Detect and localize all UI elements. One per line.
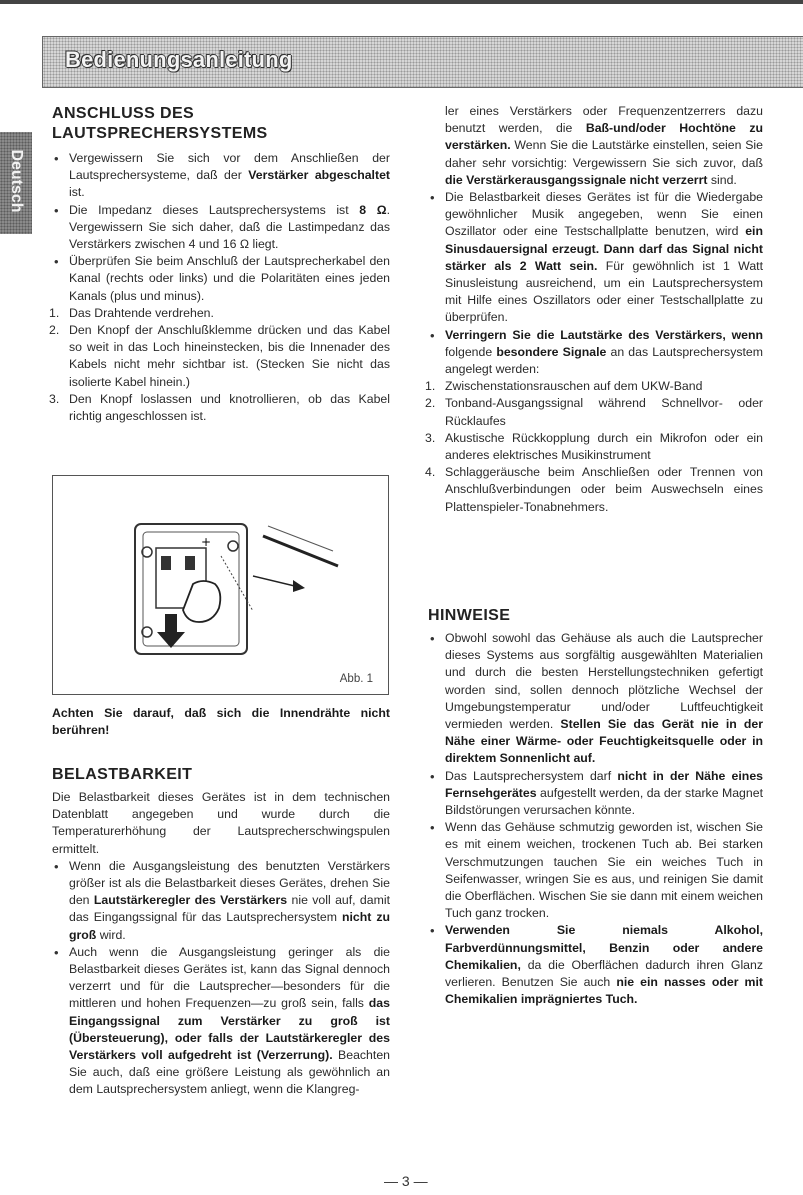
list-item: • Verwenden Sie niemals Alkohol, Farbverdünnungsmittel, Benzin oder andere Chemikalien, da die Oberflächen dadurch ihren Glanz verlieren. Benutzen Sie auch nie ein nasses oder mit Chemikalien imprägniertes Tuch.	[428, 922, 763, 1008]
language-tab	[0, 132, 32, 234]
list-item: 3. Den Knopf loslassen und knotrollieren, ob das Kabel richtig angeschlossen ist.	[49, 391, 390, 424]
section-heading-hinweise: HINWEISE	[428, 607, 511, 624]
language-tab-label: Deutsch	[8, 149, 25, 213]
intro-paragraph: Die Belastbarkeit dieses Gerätes ist in dem technischen Datenblatt angegeben und wurde durch die Temperaturerhöhung der Lautsprecherschwingspulen ermittelt.	[52, 790, 390, 856]
belastbarkeit-continued	[425, 103, 763, 516]
list-item: 1. Das Drahtende verdrehen.	[49, 305, 214, 320]
warning-note: Achten Sie darauf, daß sich die Innendrähte nicht berühren!	[52, 706, 390, 738]
figure-caption: Abb. 1	[339, 672, 373, 685]
svg-text:+: +	[201, 535, 212, 549]
page-number: — 3 —	[384, 1173, 428, 1189]
list-item: 2. Tonband-Ausgangssignal während Schnellvor- oder Rücklaufes	[425, 396, 763, 428]
continued-paragraph: ler eines Verstärkers oder Frequenzentzerrers dazu benutzt werden, die Baß-und/oder Hochtöne zu verstärken. Wenn Sie die Lautstärke einstellen, seien Sie daher sehr vorsichtig: Vergewissern Sie sich zuvor, daß die Verstärkerausgangssignale nicht verzerrt sind.	[445, 104, 763, 187]
list-item: 3. Akustische Rückkopplung durch ein Mikrofon oder ein anderes elektrisches Musikinstrument	[425, 430, 763, 463]
section-heading-anschluss: ANSCHLUSS DES LAUTSPRECHERSYSTEMS	[52, 105, 268, 142]
section-heading-belastbarkeit: BELASTBARKEIT	[52, 766, 193, 783]
hinweise-content	[428, 630, 763, 1008]
list-item: • Obwohl sowohl das Gehäuse als auch die Lautsprecher dieses Systems aus sorgfältig ausgewählten Materialien und durch die besten Herstellungstechniken gefertigt worden sind, sollen dennoch plötzliche Wechsel der Umgebungstemperatur und/oder Luftfeuchtigkeit vermieden werden. Stellen Sie das Gerät nie in der Nähe einer Wärme- oder Feuchtigkeitsquelle oder in direktem Sonnenlicht auf.	[428, 630, 763, 768]
header-banner	[42, 36, 803, 88]
list-item: • Die Impedanz dieses Lautsprechersystems ist 8 Ω. Vergewissern Sie sich daher, daß die Lastimpedanz das Verstärkers zwischen 4 und 16 Ω liegt.	[52, 202, 390, 254]
list-item: • Wenn die Ausgangsleistung des benutzten Verstärkers größer ist als die Belastbarkeit dieses Gerätes, drehen Sie den Lautstärkeregler des Verstärkers nie voll auf, damit das Eingangssignal für das Lautsprechersystem nicht zu groß wird.	[52, 858, 390, 944]
list-item: • Die Belastbarkeit dieses Gerätes ist für die Wiedergabe gewöhnlicher Musik angegeben, wenn Sie einen Oszillator oder eine Testschallplatte benutzen, wird ein Sinusdauersignal erzeugt. Dann darf das Signal nicht stärker als 2 Watt sein. Für gewöhnlich ist 1 Watt Sinusleistung ausreichend, um ein Lautsprechersystem mit Hilfe eines Oszillators oder einer Testschallplatte zu überprüfen.	[428, 189, 763, 327]
belastbarkeit-content	[52, 789, 390, 1099]
figure-terminal-illustration	[52, 475, 389, 695]
list-item: 4. Schlaggeräusche beim Anschließen oder Trennen von Anschlußverbindungen oder beim Auswechseln eines Plattenspieler-Tonabnehmers.	[425, 465, 763, 514]
anschluss-content	[49, 150, 391, 425]
list-item: • Vergewissern Sie sich vor dem Anschließen der Lautsprechersysteme, daß der Verstärker abgeschaltet ist.	[52, 150, 390, 202]
list-item: • Überprüfen Sie beim Anschluß der Lautsprecherkabel den Kanal (rechts oder links) und die Polaritäten eines jeden Kanals (plus und minus).	[52, 253, 390, 305]
list-item: • Verringern Sie die Lautstärke des Verstärkers, wenn folgende besondere Signale an das Lautsprechersystem angelegt werden:	[428, 327, 763, 379]
top-rule	[0, 0, 803, 4]
list-item: • Das Lautsprechersystem darf nicht in der Nähe eines Fernsehgerätes aufgestellt werden, da der starke Magnet Bildstörungen verursachen könnte.	[428, 768, 763, 820]
list-item: 1. Zwischenstationsrauschen auf dem UKW-Band	[425, 379, 703, 394]
list-item: 2. Den Knopf der Anschlußklemme drücken und das Kabel so weit in das Loch hineinstecken, bis die Innenader des Kabels nicht mehr sichtbar ist. (Stecken Sie nicht das isolierte Kabel hinein.)	[49, 323, 390, 389]
list-item: • Auch wenn die Ausgangsleistung geringer als die Belastbarkeit dieses Gerätes ist, kann das Signal dennoch verzerrt und für die Lautsprecher—besonders für die mittleren und hohen Frequenzen—zu groß sein, falls das Eingangssignal zum Verstärker zu groß ist (Übersteuerung), oder falls der Lautstärkeregler des Verstärkers voll aufgedreht ist (Verzerrung). Beachten Sie auch, daß eine größere Leistung als gewöhnlich an dem Lautsprechersystem anliegt, wenn die Klangreg-	[52, 944, 390, 1099]
list-item: • Wenn das Gehäuse schmutzig geworden ist, wischen Sie es mit einem weichen, trockenen Tuch ab. Bei starken Verschmutzungen tauchen Sie ein weiches Tuch in Seifenwasser, wringen Sie es aus, und reinigen Sie damit die Oberflächen. Wischen Sie sie dann mit einem weichen Tuch ganz trocken.	[428, 819, 763, 922]
page-title: Bedienungsanleitung	[65, 47, 293, 72]
terminal-illustration	[53, 476, 388, 694]
